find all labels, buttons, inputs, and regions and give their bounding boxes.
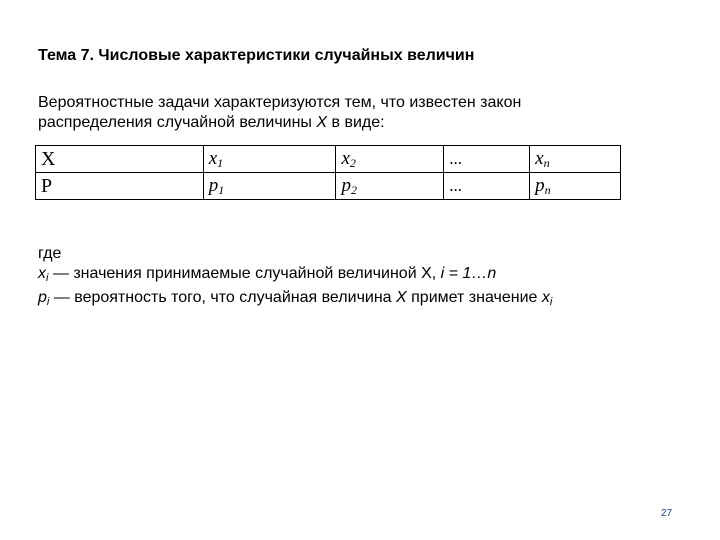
table-cell <box>336 146 444 173</box>
page-number: 27 <box>661 508 673 519</box>
random-variable-symbol: X <box>316 114 328 131</box>
cell-symbol: p <box>208 174 219 196</box>
cell-symbol: X <box>41 147 56 170</box>
table-row-values <box>36 146 621 173</box>
x-subscript: i <box>549 296 553 308</box>
table-cell <box>203 146 336 173</box>
p-subscript: i <box>46 296 50 308</box>
table-row-probabilities <box>36 173 621 200</box>
x-subscript: i <box>46 272 49 284</box>
distribution-table <box>35 145 621 200</box>
cell-subscript: n <box>543 155 550 170</box>
cell-symbol: P <box>41 174 53 197</box>
x-symbol: x <box>38 265 46 282</box>
table-cell <box>36 146 204 173</box>
table-cell <box>530 173 621 200</box>
p-definition-text-end: примет значение <box>406 289 542 306</box>
notes-p-definition <box>38 288 552 312</box>
x-definition-text: — значения принимаемые случайной величиной X, <box>48 265 441 282</box>
intro-line-1: Вероятностные задачи характеризуются тем, что известен закон <box>38 94 522 111</box>
cell-symbol: x <box>341 147 350 169</box>
cell-subscript: n <box>544 182 551 197</box>
cell-subscript: 2 <box>350 182 357 197</box>
cell-symbol: x <box>535 147 544 169</box>
cell-ellipsis: ... <box>449 176 463 195</box>
table-cell <box>36 173 204 200</box>
cell-subscript: 1 <box>218 182 225 197</box>
table-cell <box>444 173 530 200</box>
index-range: i = 1…n <box>440 265 497 282</box>
cell-subscript: 2 <box>349 155 356 170</box>
x-symbol: x <box>541 289 550 306</box>
notes-x-definition <box>38 264 552 288</box>
table-cell <box>530 146 621 173</box>
cell-subscript: 1 <box>217 155 224 170</box>
cell-symbol: x <box>208 147 218 169</box>
cell-symbol: p <box>535 174 545 196</box>
table-cell <box>203 173 336 200</box>
table-cell <box>444 146 530 173</box>
notes-where: где <box>38 245 62 262</box>
intro-paragraph <box>38 93 638 133</box>
cell-ellipsis: ... <box>449 149 463 168</box>
cell-symbol: p <box>341 174 351 196</box>
p-definition-text: — вероятность того, что случайная величина <box>49 289 397 306</box>
slide-title: Тема 7. Числовые характеристики случайных величин <box>38 47 475 64</box>
intro-line-2-text: распределения случайной величины <box>38 114 317 131</box>
notes-block <box>38 244 552 312</box>
p-symbol: p <box>38 289 47 306</box>
intro-line-2 <box>38 113 638 133</box>
table-cell <box>336 173 444 200</box>
intro-line-2-end: в виде: <box>327 114 385 131</box>
random-variable-symbol: X <box>396 289 407 306</box>
